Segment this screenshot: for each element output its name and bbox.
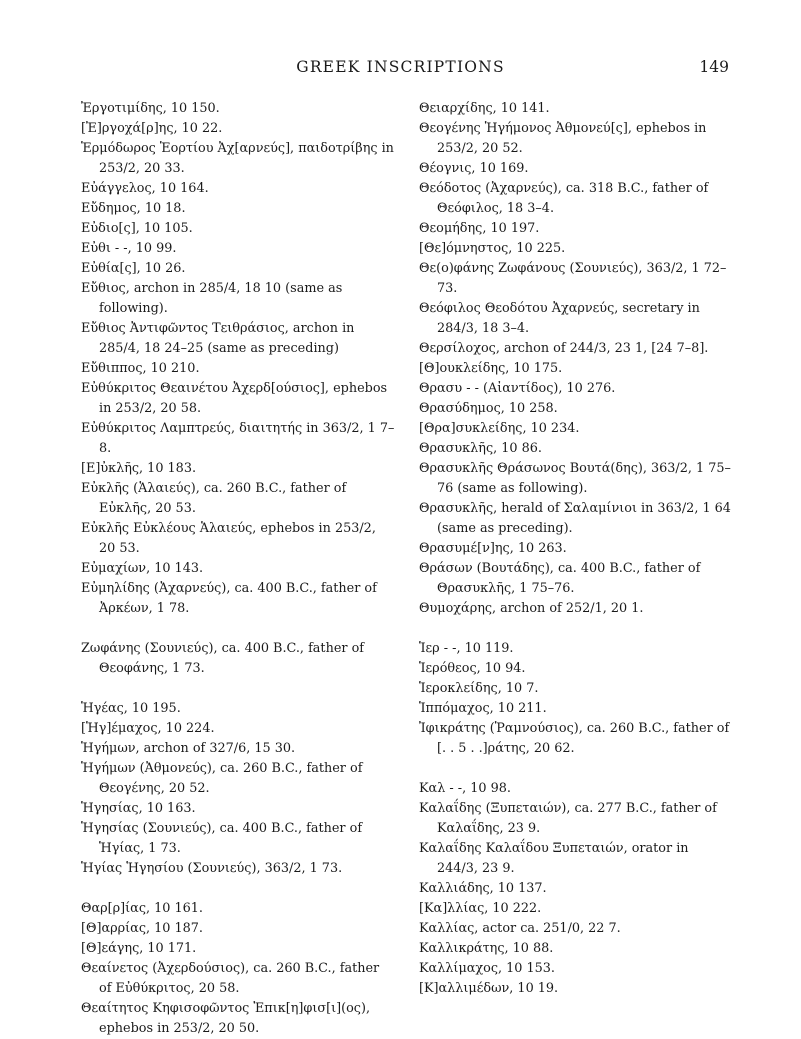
index-entry: Εὔδημος, 10 18.	[81, 201, 186, 216]
index-entry: Εὐκλῆς Εὐκλέους Ἁλαιεύς, ephebos in 253/2, 20 53.	[81, 521, 376, 556]
index-entry: Εὐμαχίων, 10 143.	[81, 561, 204, 576]
page-header	[0, 58, 801, 80]
index-entry: [Κ]αλλιμέδων, 10 19.	[419, 981, 559, 996]
index-entry: Ζωφάνης (Σουνιεύς), ca. 400 B.C., father of Θεοφάνης, 1 73.	[81, 641, 365, 676]
index-entry: [Θ]ουκλείδης, 10 175.	[419, 361, 563, 376]
index-entry: [Θ]αρρίας, 10 187.	[81, 921, 203, 936]
index-entry: Ἡγήμων, archon of 327/6, 15 30.	[81, 741, 296, 756]
index-entry: Θρασύδημος, 10 258.	[419, 401, 558, 416]
index-entry: Ἡγήμων (Ἀθμονεύς), ca. 260 B.C., father of Θεογένης, 20 52.	[81, 761, 363, 796]
index-entry: Θεόφιλος Θεοδότου Ἀχαρνεύς, secretary in 284/3, 18 3–4.	[419, 301, 700, 336]
index-entry: Ἡγέας, 10 195.	[81, 701, 181, 716]
index-entry: Καλλιάδης, 10 137.	[419, 881, 547, 896]
index-entry: Θεόδοτος (Ἀχαρνεύς), ca. 318 B.C., father of Θεόφιλος, 18 3–4.	[419, 181, 709, 216]
index-entry: [Ἡγ]έμαχος, 10 224.	[81, 721, 215, 736]
index-entry: Ἱερ - -, 10 119.	[419, 641, 514, 656]
index-entry: Εὐθι - -, 10 99.	[81, 241, 177, 256]
index-entry: [Ἐ]ργοχά[ρ]ης, 10 22.	[81, 121, 223, 136]
index-entry: Θεομήδης, 10 197.	[419, 221, 540, 236]
running-title: GREEK INSCRIPTIONS	[296, 58, 505, 76]
index-entry: Ἡγησίας (Σουνιεύς), ca. 400 B.C., father of Ἡγίας, 1 73.	[81, 821, 363, 856]
index-entry: Θεογένης Ἡγήμονος Ἀθμονεύ[ς], ephebos in 253/2, 20 52.	[419, 121, 707, 156]
index-entry: Εὐθύκριτος Λαμπτρεύς, διαιτητής in 363/2, 1 7–8.	[81, 421, 395, 456]
index-entry: Καλλικράτης, 10 88.	[419, 941, 554, 956]
index-entry: Θρασυμέ[ν]ης, 10 263.	[419, 541, 567, 556]
index-entry: Ἑρμόδωρος Ἑορτίου Ἀχ[αρνεύς], παιδοτρίβης in 253/2, 20 33.	[81, 141, 394, 176]
index-entry: Θειαρχίδης, 10 141.	[419, 101, 550, 116]
index-entry: [Θρα]συκλείδης, 10 234.	[419, 421, 580, 436]
index-entry: Θράσων (Βουτάδης), ca. 400 B.C., father of Θρασυκλῆς, 1 75–76.	[419, 561, 701, 596]
index-entry: Ἱερόθεος, 10 94.	[419, 661, 526, 676]
index-entry: [Θ]εάγης, 10 171.	[81, 941, 197, 956]
index-entry: Εὔθιος, archon in 285/4, 18 10 (same as following).	[81, 281, 343, 316]
index-entry: Θεαίνετος (Ἀχερδούσιος), ca. 260 B.C., father of Εὐθύκριτος, 20 58.	[81, 961, 380, 996]
index-entry: Εὐμηλίδης (Ἀχαρνεύς), ca. 400 B.C., father of Ἀρκέων, 1 78.	[81, 581, 377, 616]
index-entry: Ἱππόμαχος, 10 211.	[419, 701, 547, 716]
index-entry: Καλλίμαχος, 10 153.	[419, 961, 556, 976]
index-entry: Εὐάγγελος, 10 164.	[81, 181, 209, 196]
index-entry: Εὐκλῆς (Ἁλαιεύς), ca. 260 B.C., father of Εὐκλῆς, 20 53.	[81, 481, 347, 516]
right-column	[419, 99, 733, 999]
index-entry: Καλ - -, 10 98.	[419, 781, 511, 796]
index-entry: Εὔθιος Ἀντιφῶντος Τειθράσιος, archon in 285/4, 18 24–25 (same as preceding)	[81, 321, 355, 356]
index-entry: Θρασυκλῆς Θράσωνος Βουτά(δης), 363/2, 1 75–76 (same as following).	[419, 461, 731, 496]
index-entry: Θυμοχάρης, archon of 252/1, 20 1.	[419, 601, 644, 616]
index-entry: Εὐδιο[ς], 10 105.	[81, 221, 193, 236]
index-entry: [Ε]ὐκλῆς, 10 183.	[81, 461, 197, 476]
index-entry: Εὐθία[ς], 10 26.	[81, 261, 186, 276]
index-entry: [Θε]όμνηστος, 10 225.	[419, 241, 566, 256]
index-entry: Θαρ[ρ]ίας, 10 161.	[81, 901, 203, 916]
index-entry: Ἐργοτιμίδης, 10 150.	[81, 101, 220, 116]
index-entry: Θε(ο)φάνης Ζωφάνους (Σουνιεύς), 363/2, 1 72–73.	[419, 261, 727, 296]
index-entry: Θερσίλοχος, archon of 244/3, 23 1, [24 7–8].	[419, 341, 709, 356]
index-entry: Καλαΐδης (Ξυπεταιών), ca. 277 B.C., father of Καλαΐδης, 23 9.	[419, 801, 717, 836]
index-entry: Θέογνις, 10 169.	[419, 161, 529, 176]
index-entry: Ἰφικράτης (Ῥαμνούσιος), ca. 260 B.C., father of [. . 5 . .]ράτης, 20 62.	[419, 721, 730, 756]
index-entry: Καλαΐδης Καλαΐδου Ξυπεταιών, orator in 244/3, 23 9.	[419, 841, 689, 876]
index-entry: Θρασυκλῆς, herald of Σαλαμίνιοι in 363/2, 1 64 (same as preceding).	[419, 501, 731, 536]
page-number: 149	[699, 58, 729, 76]
index-entry: Ἱεροκλείδης, 10 7.	[419, 681, 539, 696]
index-entry: Θρασυ - - (Αἰαντίδος), 10 276.	[419, 381, 616, 396]
index-entry: Ἡγίας Ἡγησίου (Σουνιεύς), 363/2, 1 73.	[81, 861, 343, 876]
index-entry: Ἡγησίας, 10 163.	[81, 801, 196, 816]
index-entry: Θρασυκλῆς, 10 86.	[419, 441, 542, 456]
index-entry: Θεαίτητος Κηφισοφῶντος Ἐπικ[η]φισ[ι](ος), ephebos in 253/2, 20 50.	[81, 1001, 371, 1036]
index-entry: Εὐθύκριτος Θεαινέτου Ἀχερδ[ούσιος], ephebos in 253/2, 20 58.	[81, 381, 388, 416]
index-entry: Καλλίας, actor ca. 251/0, 22 7.	[419, 921, 621, 936]
left-column	[81, 99, 395, 1039]
index-entry: Εὔθιππος, 10 210.	[81, 361, 200, 376]
index-entry: [Κα]λλίας, 10 222.	[419, 901, 542, 916]
